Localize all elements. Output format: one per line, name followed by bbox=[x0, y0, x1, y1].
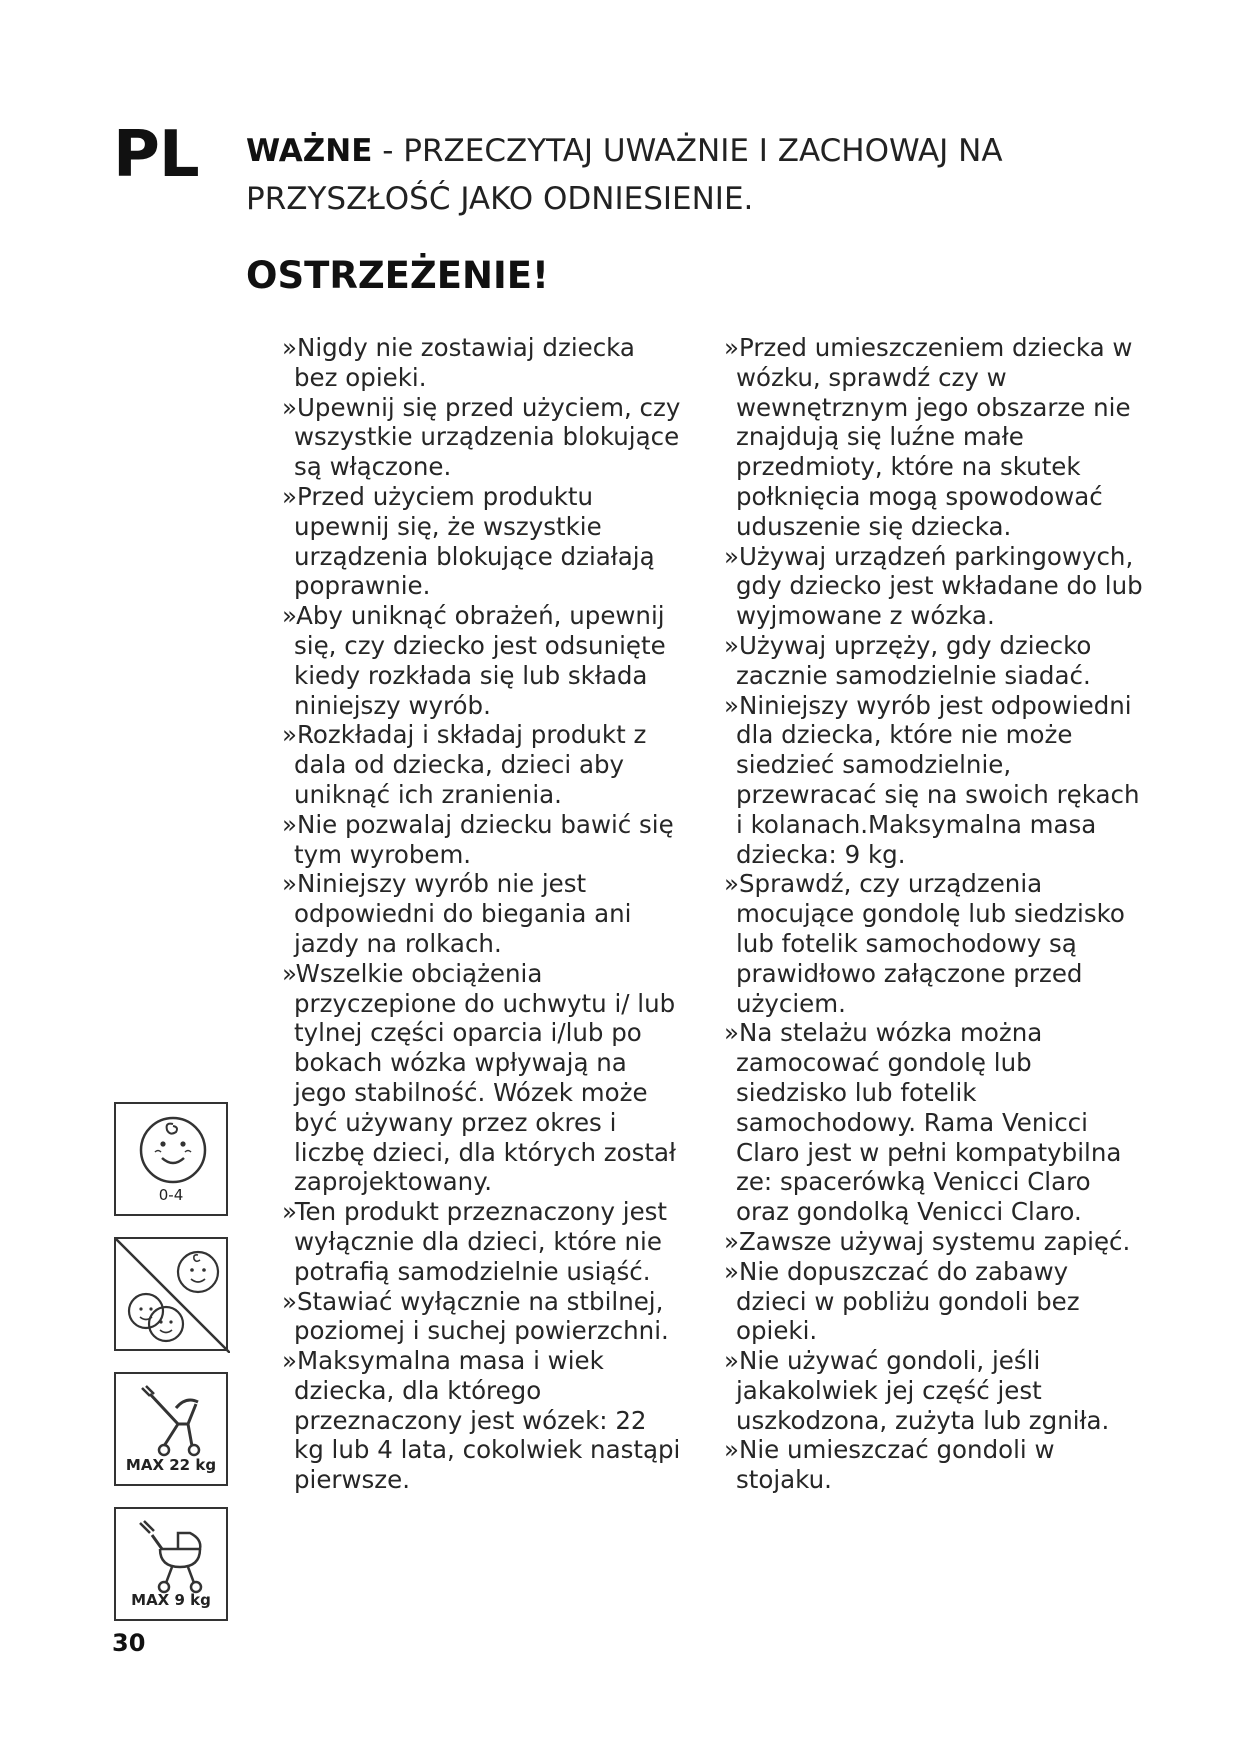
warning-item: » Nie używać gondoli, jeśli jakakolwiek jej część jest uszkodzona, zużyta lub zgniła. bbox=[714, 1346, 1144, 1435]
warning-item: » Nie umieszczać gondoli w stojaku. bbox=[714, 1435, 1144, 1495]
warning-item: » Używaj urządzeń parkingowych, gdy dziecko jest wkładane do lub wyjmowane z wózka. bbox=[714, 542, 1144, 631]
pram-max-weight-badge bbox=[114, 1507, 228, 1621]
important-header bbox=[246, 127, 1146, 223]
warning-item: » Ten produkt przeznaczony jest wyłącznie dla dzieci, które nie potrafią samodzielnie usiąść. bbox=[272, 1197, 682, 1286]
pram-max-weight-label: MAX 9 kg bbox=[131, 1591, 211, 1609]
age-range-badge bbox=[114, 1102, 228, 1216]
warnings-right-column bbox=[714, 333, 1144, 1495]
warning-item: » Maksymalna masa i wiek dziecka, dla którego przeznaczony jest wózek: 22 kg lub 4 lata, cokolwiek nastąpi pierwsze. bbox=[272, 1346, 682, 1495]
warning-item: » Niniejszy wyrób nie jest odpowiedni do biegania ani jazdy na rolkach. bbox=[272, 869, 682, 958]
warning-item: » Upewnij się przed użyciem, czy wszystkie urządzenia blokujące są włączone. bbox=[272, 393, 682, 482]
important-label: WAŻNE bbox=[246, 133, 373, 169]
page-number: 30 bbox=[112, 1629, 146, 1657]
warning-item: » Zawsze używaj systemu zapięć. bbox=[714, 1227, 1144, 1257]
warning-item: » Na stelażu wózka można zamocować gondolę lub siedzisko lub fotelik samochodowy. Rama Venicci Claro jest w pełni kompatybilna ze: spacerówką Venicci Claro oraz gondolką Venicci Claro. bbox=[714, 1018, 1144, 1227]
warning-item: » Wszelkie obciążenia przyczepione do uchwytu i/ lub tylnej części oparcia i/lub po bokach wózka wpływają na jego stabilność. Wózek może być używany przez okres i liczbę dzieci, dla których został zaprojektowany. bbox=[272, 959, 682, 1197]
warning-item: » Nigdy nie zostawiaj dziecka bez opieki. bbox=[272, 333, 682, 393]
stroller-max-weight-badge bbox=[114, 1372, 228, 1486]
warning-item: » Nie dopuszczać do zabawy dzieci w pobliżu gondoli bez opieki. bbox=[714, 1257, 1144, 1346]
age-range-label: 0-4 bbox=[158, 1186, 184, 1204]
warning-item: » Przed użyciem produktu upewnij się, że wszystkie urządzenia blokujące działają poprawnie. bbox=[272, 482, 682, 601]
language-code: PL bbox=[113, 118, 199, 192]
warning-item: » Używaj uprzęży, gdy dziecko zacznie samodzielnie siadać. bbox=[714, 631, 1144, 691]
no-twins-icon bbox=[116, 1239, 230, 1353]
warning-item: » Aby uniknąć obrażeń, upewnij się, czy dziecko jest odsunięte kiedy rozkłada się lub składa niniejszy wyrób. bbox=[272, 601, 682, 720]
warning-item: » Sprawdź, czy urządzenia mocujące gondolę lub siedzisko lub fotelik samochodowy są prawidłowo załączone przed użyciem. bbox=[714, 869, 1144, 1018]
warning-item: » Niniejszy wyrób jest odpowiedni dla dziecka, które nie może siedzieć samodzielnie, przewracać się na swoich rękach i kolanach.Maksymalna masa dziecka: 9 kg. bbox=[714, 691, 1144, 870]
warning-title: OSTRZEŻENIE! bbox=[246, 254, 549, 297]
important-text: - PRZECZYTAJ UWAŻNIE I ZACHOWAJ NA PRZYSZŁOŚĆ JAKO ODNIESIENIE. bbox=[246, 133, 1003, 217]
warnings-left-column bbox=[272, 333, 682, 1495]
stroller-max-weight-label: MAX 22 kg bbox=[125, 1456, 217, 1474]
warning-item: » Stawiać wyłącznie na stbilnej, poziomej i suchej powierzchni. bbox=[272, 1287, 682, 1347]
warning-item: » Nie pozwalaj dziecku bawić się tym wyrobem. bbox=[272, 810, 682, 870]
no-twins-badge bbox=[114, 1237, 228, 1351]
warning-item: » Przed umieszczeniem dziecka w wózku, sprawdź czy w wewnętrznym jego obszarze nie znajdują się luźne małe przedmioty, które na skutek połknięcia mogą spowodować uduszenie się dziecka. bbox=[714, 333, 1144, 542]
warning-item: » Rozkładaj i składaj produkt z dala od dziecka, dzieci aby uniknąć ich zranienia. bbox=[272, 720, 682, 809]
